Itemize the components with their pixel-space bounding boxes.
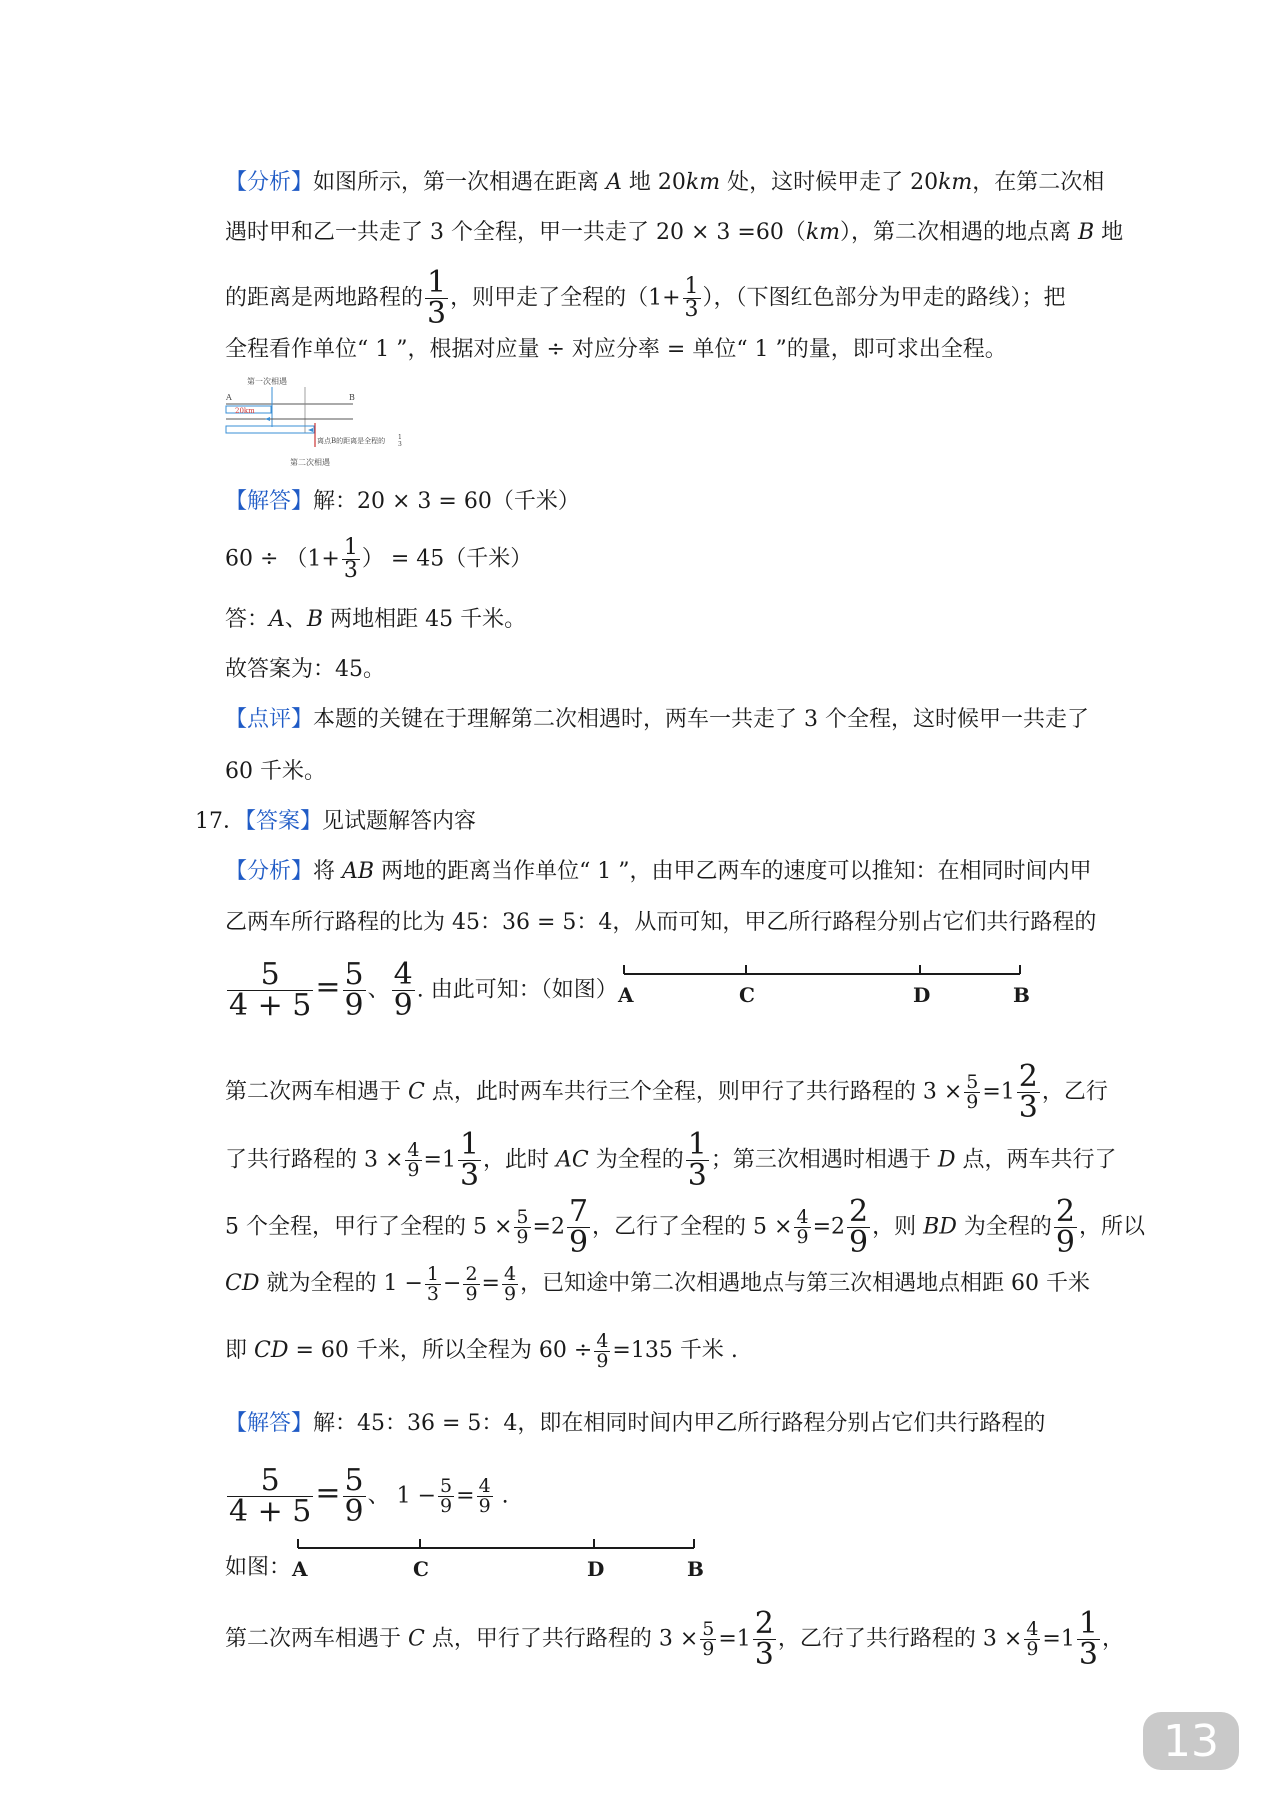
p16-solution-line-1: 【解答】解：20 × 3 = 60（千米） — [225, 489, 580, 514]
fraction: $\frac{1}{3}$ — [426, 1262, 439, 1305]
p17-answer-line: 17．【答案】见试题解答内容 — [195, 809, 477, 834]
label-b: B — [1013, 983, 1030, 1007]
p17-analysis-line-6: 5 个全程，甲行了全程的 5 × $\frac{5}{9}$ =2 $\frac{7}{9}$ ，乙行了全程的 5 × $\frac{4}{9}$ =2 $\frac{2}{9}$ ，则 BD 为全程的 $\frac{2}{9}$ ，所以 — [225, 1194, 1146, 1260]
label-c: C — [739, 983, 755, 1007]
fraction: $\frac{5}{4 + 5}$ — [229, 957, 312, 1023]
fig-arrow — [308, 428, 313, 432]
fig-second-segment — [226, 426, 314, 433]
problem-number: 17． — [195, 809, 245, 834]
solution-tag: 【解答】 — [225, 489, 314, 514]
p17-solution-line-3: 第二次两车相遇于 C 点，甲行了共行路程的 3 × $\frac{5}{9}$ =1 $\frac{2}{3}$ ，乙行了共行路程的 3 × $\frac{4}{9}$ =1 $\frac{1}{3}$ ， — [225, 1606, 1124, 1672]
fraction: $\frac{5}{9}$ — [440, 1475, 453, 1517]
fraction: $\frac{5}{9}$ — [344, 957, 364, 1023]
label-a: A — [618, 983, 634, 1007]
first-second-meeting-figure — [225, 375, 425, 475]
p16-comment-line-1: 【点评】本题的关键在于理解第二次相遇时，两车一共走了 3 个全程，这时候甲一共走了 — [225, 707, 1090, 732]
fraction: $\frac{5}{9}$ — [344, 1463, 364, 1529]
fig-distance-label: 20km — [235, 407, 255, 415]
p17-analysis-line-3: $\frac{5}{4 + 5}$ = $\frac{5}{9}$ 、 $\frac{4}{9}$ . 由此可知：（如图） — [229, 957, 618, 1023]
fraction: $\frac{1}{3}$ — [684, 274, 699, 322]
fraction: $\frac{5}{9}$ — [966, 1071, 979, 1113]
fraction: $\frac{5}{9}$ — [702, 1618, 715, 1660]
p16-analysis-line-1: 【分析】如图所示，第一次相遇在距离 A 地 20km 处，这时候甲走了 20km，在第二次相 — [225, 170, 1105, 195]
fraction: $\frac{4}{9}$ — [503, 1262, 517, 1305]
fraction: $\frac{4}{9}$ — [393, 957, 413, 1023]
fraction: $\frac{1}{3}$ — [343, 535, 358, 583]
fraction: $\frac{5}{4 + 5}$ — [229, 1463, 312, 1529]
solution-tag: 【解答】 — [225, 1411, 314, 1436]
fraction: $\frac{1}{3}$ — [687, 1127, 707, 1193]
p16-comment-line-2: 60 千米。 — [225, 759, 326, 784]
fraction: $\frac{2}{9}$ — [1055, 1194, 1075, 1260]
analysis-tag: 【分析】 — [225, 170, 314, 195]
p17-analysis-line-2: 乙两车所行路程的比为 45：36 = 5：4，从而可知，甲乙所行路程分别占它们共行路程的 — [225, 910, 1097, 935]
label-d: D — [913, 983, 931, 1007]
p17-analysis-line-4: 第二次两车相遇于 C 点，此时两车共行三个全程，则甲行了共行路程的 3 × $\frac{5}{9}$ =1 $\frac{2}{3}$ ，乙行 — [225, 1059, 1108, 1125]
p17-as-figure-label: 如图： — [225, 1555, 292, 1580]
fig-note-numerator: 1 — [398, 434, 402, 441]
fraction: $\frac{4}{9}$ — [596, 1329, 609, 1372]
p17-analysis-line-5: 了共行路程的 3 × $\frac{4}{9}$ =1 $\frac{1}{3}$ ，此时 AC 为全程的 $\frac{1}{3}$ ；第三次相遇时相遇于 D 点，两车共行了 — [225, 1127, 1117, 1193]
label-c: C — [413, 1557, 429, 1581]
label-a: A — [292, 1557, 308, 1581]
p16-analysis-line-2: 遇时甲和乙一共走了 3 个全程，甲一共走了 20 × 3 =60（km），第二次相遇的地点离 B 地 — [225, 220, 1124, 245]
fraction: $\frac{2}{3}$ — [754, 1606, 774, 1672]
fraction: $\frac{5}{9}$ — [516, 1206, 529, 1248]
fig-b-label: B — [349, 393, 355, 402]
fraction: $\frac{1}{3}$ — [1078, 1606, 1098, 1672]
page-number-badge: 13 — [1143, 1712, 1239, 1770]
fig-note-denominator: 3 — [398, 441, 402, 448]
acdb-line-figure-1 — [618, 960, 1028, 1010]
fig-note: 离点B的距离是全程的 — [317, 437, 386, 445]
fraction: $\frac{4}{9}$ — [478, 1475, 491, 1517]
fraction: $\frac{1}{3}$ — [459, 1127, 480, 1193]
label-b: B — [687, 1557, 704, 1581]
p17-solution-line-2: $\frac{5}{4 + 5}$ = $\frac{5}{9}$ 、 1 − $\frac{5}{9}$ = $\frac{4}{9}$ . — [229, 1463, 509, 1529]
p16-answer-line: 答：A、B 两地相距 45 千米。 — [225, 607, 527, 632]
p17-analysis-line-8: 即 CD = 60 千米，所以全程为 60 ÷ $\frac{4}{9}$ =135 千米 . — [225, 1329, 738, 1372]
fraction: $\frac{4}{9}$ — [796, 1206, 809, 1248]
p17-analysis-line-1: 【分析】将 AB 两地的距离当作单位“ 1 ”，由甲乙两车的速度可以推知：在相同时间内甲 — [225, 859, 1092, 884]
analysis-tag: 【分析】 — [225, 859, 314, 884]
comment-tag: 【点评】 — [225, 707, 314, 732]
acdb-line-figure-2 — [292, 1534, 702, 1584]
answer-tag: 【答案】 — [245, 809, 323, 834]
fig-first-meet-label: 第一次相遇 — [247, 377, 287, 386]
fraction: $\frac{1}{3}$ — [427, 265, 447, 331]
label-d: D — [587, 1557, 605, 1581]
fig-a-label: A — [226, 393, 232, 402]
p16-solution-line-2: 60 ÷ （1+ $\frac{1}{3}$ ） = 45（千米） — [225, 535, 533, 583]
fraction: $\frac{7}{9}$ — [568, 1194, 589, 1260]
p16-analysis-line-3: 的距离是两地路程的 $\frac{1}{3}$ ，则甲走了全程的（1+ $\frac{1}{3}$ ），（下图红色部分为甲走的路线）；把 — [225, 265, 1066, 331]
p17-analysis-line-7: CD 就为全程的 1 − $\frac{1}{3}$ − $\frac{2}{9}$ = $\frac{4}{9}$ ，已知途中第二次相遇地点与第三次相遇地点相距 60 千米 — [225, 1262, 1091, 1305]
p17-solution-line-1: 【解答】解：45：36 = 5：4，即在相同时间内甲乙所行路程分别占它们共行路程的 — [225, 1411, 1046, 1436]
fraction: $\frac{2}{3}$ — [1018, 1059, 1038, 1125]
fraction: $\frac{2}{9}$ — [849, 1194, 869, 1260]
fraction: $\frac{4}{9}$ — [1026, 1618, 1039, 1660]
fraction: $\frac{2}{9}$ — [465, 1262, 478, 1305]
fraction: $\frac{4}{9}$ — [407, 1139, 420, 1181]
p16-analysis-line-4: 全程看作单位“ 1 ”，根据对应量 ÷ 对应分率 = 单位“ 1 ”的量，即可求出全程。 — [225, 337, 1007, 362]
p16-so-answer-line: 故答案为：45。 — [225, 657, 385, 682]
fig-arrow — [265, 417, 270, 421]
fig-second-meet-label: 第二次相遇 — [290, 458, 330, 467]
